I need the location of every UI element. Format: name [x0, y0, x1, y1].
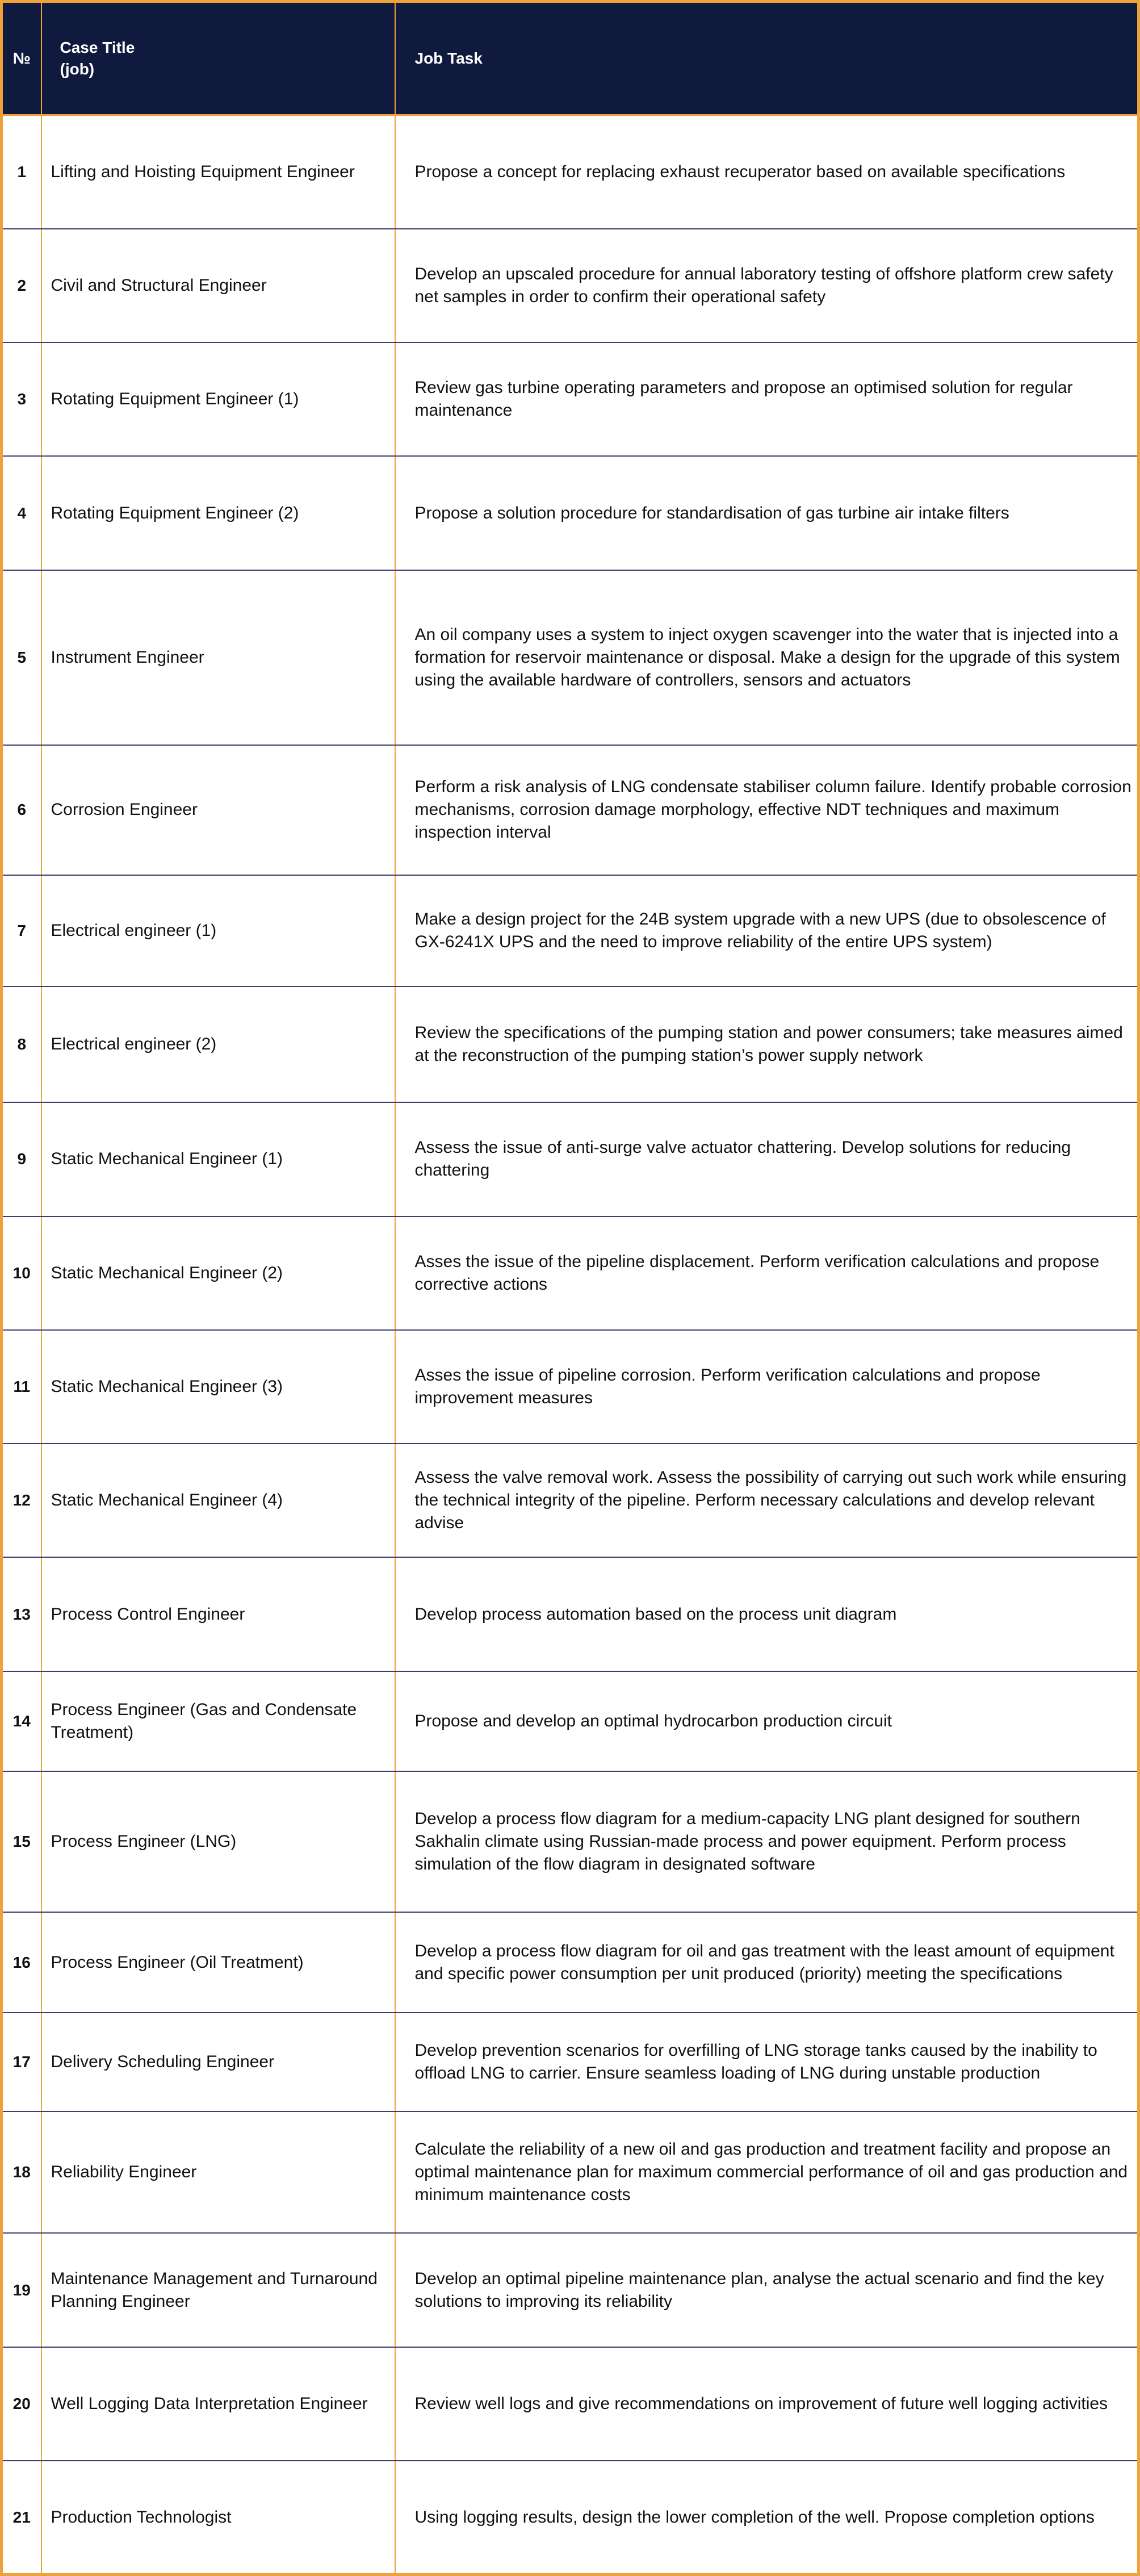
row-job-task: Assess the issue of anti-surge valve actuator chattering. Develop solutions for reducing chattering [395, 1102, 1139, 1216]
header-case-title-text: Case Title (job) [60, 39, 135, 78]
table-row [2, 1771, 1139, 1912]
row-case-title: Static Mechanical Engineer (1) [41, 1102, 395, 1216]
row-case-title: Well Logging Data Interpretation Engineer [41, 2347, 395, 2461]
row-number: 18 [2, 2111, 41, 2233]
row-number: 3 [2, 342, 41, 456]
row-case-title: Production Technologist [41, 2461, 395, 2575]
header-case-title [41, 2, 395, 115]
row-number: 17 [2, 2013, 41, 2111]
row-number: 15 [2, 1771, 41, 1912]
row-case-title: Rotating Equipment Engineer (1) [41, 342, 395, 456]
header-number: № [2, 2, 41, 115]
table-row [2, 2013, 1139, 2111]
row-number: 12 [2, 1444, 41, 1557]
table-row [2, 1216, 1139, 1330]
table-header [2, 2, 1139, 115]
row-case-title: Electrical engineer (1) [41, 875, 395, 986]
row-job-task: Make a design project for the 24B system upgrade with a new UPS (due to obsolescence of GX-6241X UPS and the need to improve reliability of the entire UPS system) [395, 875, 1139, 986]
row-job-task: Develop a process flow diagram for oil and gas treatment with the least amount of equipment and specific power consumption per unit produced (priority) meeting the specifications [395, 1912, 1139, 2012]
row-job-task: An oil company uses a system to inject oxygen scavenger into the water that is injected into a formation for reservoir maintenance or disposal. Make a design for the upgrade of this system using the available hardware of controllers, sensors and actuators [395, 570, 1139, 745]
row-number: 2 [2, 229, 41, 342]
row-job-task: Propose and develop an optimal hydrocarbon production circuit [395, 1671, 1139, 1771]
row-job-task: Asses the issue of pipeline corrosion. Perform verification calculations and propose improvement measures [395, 1330, 1139, 1444]
row-case-title: Reliability Engineer [41, 2111, 395, 2233]
row-number: 11 [2, 1330, 41, 1444]
row-job-task: Propose a solution procedure for standardisation of gas turbine air intake filters [395, 456, 1139, 570]
row-case-title: Static Mechanical Engineer (4) [41, 1444, 395, 1557]
row-job-task: Review gas turbine operating parameters and propose an optimised solution for regular maintenance [395, 342, 1139, 456]
row-job-task: Assess the valve removal work. Assess the possibility of carrying out such work while ensuring the technical integrity of the pipeline. Perform necessary calculations and develop relevant advise [395, 1444, 1139, 1557]
row-case-title: Process Engineer (Gas and Condensate Treatment) [41, 1671, 395, 1771]
row-number: 5 [2, 570, 41, 745]
table-row [2, 2347, 1139, 2461]
header-job-task: Job Task [395, 2, 1139, 115]
row-case-title: Static Mechanical Engineer (2) [41, 1216, 395, 1330]
row-number: 6 [2, 745, 41, 875]
table-row [2, 570, 1139, 745]
table-row [2, 2233, 1139, 2347]
row-case-title: Process Control Engineer [41, 1557, 395, 1671]
row-job-task: Review the specifications of the pumping station and power consumers; take measures aimed at the reconstruction of the pumping station’s power supply network [395, 986, 1139, 1102]
row-case-title: Process Engineer (Oil Treatment) [41, 1912, 395, 2012]
row-case-title: Civil and Structural Engineer [41, 229, 395, 342]
table-row [2, 1912, 1139, 2012]
row-number: 4 [2, 456, 41, 570]
row-job-task: Develop a process flow diagram for a medium-capacity LNG plant designed for southern Sakhalin climate using Russian-made process and power equipment. Perform process simulation of the flow diagram in designated software [395, 1771, 1139, 1912]
row-case-title: Delivery Scheduling Engineer [41, 2013, 395, 2111]
row-case-title: Lifting and Hoisting Equipment Engineer [41, 115, 395, 229]
table-row [2, 342, 1139, 456]
table-row [2, 745, 1139, 875]
row-job-task: Asses the issue of the pipeline displacement. Perform verification calculations and propose corrective actions [395, 1216, 1139, 1330]
row-number: 9 [2, 1102, 41, 1216]
row-job-task: Using logging results, design the lower completion of the well. Propose completion options [414, 2507, 1095, 2527]
row-job-task: Perform a risk analysis of LNG condensate stabiliser column failure. Identify probable corrosion mechanisms, corrosion damage morphology, effective NDT techniques and maximum inspection interval [395, 745, 1139, 875]
row-number: 21 [2, 2461, 41, 2575]
header-row [2, 2, 1139, 115]
row-number: 1 [2, 115, 41, 229]
row-job-task: Propose a concept for replacing exhaust recuperator based on available specifications [395, 115, 1139, 229]
table-row [2, 2461, 1139, 2575]
row-case-title: Rotating Equipment Engineer (2) [41, 456, 395, 570]
row-number: 20 [2, 2347, 41, 2461]
row-case-title: Maintenance Management and Turnaround Planning Engineer [41, 2233, 395, 2347]
row-job-task: Develop an optimal pipeline maintenance plan, analyse the actual scenario and find the key solutions to improving its reliability [395, 2233, 1139, 2347]
row-number: 8 [2, 986, 41, 1102]
row-case-title: Electrical engineer (2) [41, 986, 395, 1102]
table-row [2, 1102, 1139, 1216]
row-number: 10 [2, 1216, 41, 1330]
row-job-task: Develop prevention scenarios for overfilling of LNG storage tanks caused by the inability to offload LNG to carrier. Ensure seamless loading of LNG during unstable production [395, 2013, 1139, 2111]
row-case-title: Process Engineer (LNG) [41, 1771, 395, 1912]
row-job-task: Review well logs and give recommendations on improvement of future well logging activities [395, 2347, 1139, 2461]
row-job-task: Calculate the reliability of a new oil and gas production and treatment facility and propose an optimal maintenance plan for maximum commercial performance of oil and gas production and minimum maintenance costs [395, 2111, 1139, 2233]
table-row [2, 115, 1139, 229]
row-number: 16 [2, 1912, 41, 2012]
table-row [2, 229, 1139, 342]
table-row [2, 1444, 1139, 1557]
row-case-title: Static Mechanical Engineer (3) [41, 1330, 395, 1444]
row-case-title: Instrument Engineer [41, 570, 395, 745]
table-row [2, 1330, 1139, 1444]
table-body [2, 115, 1139, 2575]
table-row [2, 1671, 1139, 1771]
row-number: 13 [2, 1557, 41, 1671]
table-row [2, 875, 1139, 986]
row-number: 19 [2, 2233, 41, 2347]
table-row [2, 1557, 1139, 1671]
row-number: 14 [2, 1671, 41, 1771]
row-job-task: Develop process automation based on the process unit diagram [395, 1557, 1139, 1671]
table-row [2, 986, 1139, 1102]
table-row [2, 2111, 1139, 2233]
row-number: 7 [2, 875, 41, 986]
row-case-title: Corrosion Engineer [41, 745, 395, 875]
table-row [2, 456, 1139, 570]
row-job-task: Develop an upscaled procedure for annual laboratory testing of offshore platform crew safety net samples in order to confirm their operational safety [395, 229, 1139, 342]
